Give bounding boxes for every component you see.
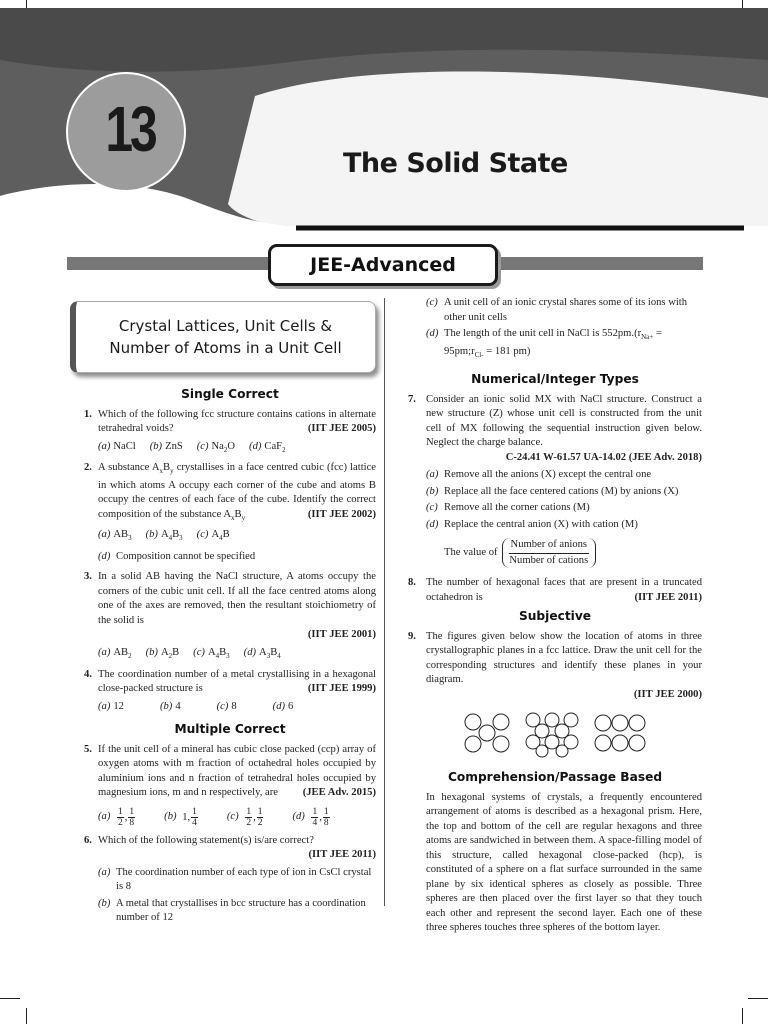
crop-mark: [742, 1008, 743, 1024]
question-1: [84, 408, 376, 437]
option-d: (d) 6: [272, 700, 294, 712]
column-divider: [384, 298, 385, 906]
option-c: (c) A unit cell of an ionic crystal shares some of its ions with other unit cells: [426, 297, 688, 323]
crop-mark: [748, 998, 768, 999]
lattice-plane-2-icon: [524, 712, 580, 758]
question-4-options: [84, 700, 376, 715]
option-b: (b) 1, $\frac{1}{4}$: [164, 806, 197, 828]
option-b: (b) A metal that crystallises in bcc structure has a coordination number of 12: [98, 897, 366, 924]
ratio-fraction: Number of anions Number of cations: [502, 538, 597, 568]
option-a: (a) $AB_3$: [98, 529, 132, 543]
passage-text: In hexagonal systems of crystals, a frequently encountered arrangement of atoms is described as a hexagonal prism. Here, the top and bottom of the cell are regular hexagons and three atoms are sandwiched in between them. A space-filling model of this structure, called hexagonal close-packed (hcp), is constituted of a sphere on a flat surface surrounded in the same plane by six identical spheres as closely as possible. Three spheres are then placed over the first layer so that they touch each other and represent the second layer. Each one of these three spheres touches three spheres of the bottom layer.: [426, 791, 702, 934]
option-a: (a) $\frac{1}{2}$ , $\frac{1}{8}$: [98, 806, 135, 828]
question-text: Which of the following statement(s) is/are correct?: [98, 834, 314, 846]
subhead-numerical: Numerical/Integer Types: [471, 372, 639, 387]
question-4: [84, 668, 376, 697]
topic-title-line2: Number of Atoms in a Unit Cell: [109, 339, 342, 357]
option-d: (d) The length of the unit cell in NaCl is $552pm.(r_{Na+}$ = $95pm;r_{Cl-} = 181$ pm): [426, 328, 662, 359]
option-b: (b) $A_4B_3$: [145, 529, 183, 543]
question-source: (IIT JEE 1999): [307, 683, 376, 695]
question-number: 5.: [84, 743, 92, 755]
question-number: 7.: [408, 393, 416, 405]
question-text: Which of the following fcc structure contains cations in alternate tetrahedral voids?: [98, 408, 376, 434]
chapter-number: 13: [105, 93, 155, 165]
question-3-options: [84, 646, 376, 664]
topic-box: [70, 301, 376, 373]
question-text: The number of hexagonal faces that are present in a truncated octahedron is: [426, 577, 702, 603]
option-a: (a) NaCl: [98, 440, 136, 452]
option-c: (c) $\frac{1}{2}$ , $\frac{1}{2}$: [226, 806, 263, 828]
question-1-options: [84, 440, 376, 458]
left-column: [84, 384, 376, 928]
chapter-title: The Solid State: [343, 148, 568, 179]
question-2: 2. A substance $A_xB_y$ crystallises in a face centred cubic (fcc) lattice in which atoms A occupy each corner of the cube and atoms B occupy the centres of each face of the cube. Identify the correct composition of the substance $A_xB_y$ (IIT JEE 2002): [84, 461, 376, 525]
question-9: [408, 630, 702, 703]
lattice-plane-3-icon: [594, 712, 646, 754]
question-7: [408, 393, 702, 466]
lattice-plane-1-icon: [464, 712, 510, 754]
option-b: (b) Replace all the face centered cations (M) by anions (X): [426, 485, 679, 497]
lattice-planes-figure: [408, 712, 702, 758]
question-6: [84, 834, 376, 863]
option-b: (b) $A_2B$: [145, 646, 180, 661]
question-3: [84, 570, 376, 643]
question-text: Consider an ionic solid MX with NaCl structure. Construct a new structure (Z) whose unit cell is constructed from the unit cell of MX following the sequential instruction given below. Neglect the charge balance.: [426, 393, 702, 449]
question-text: In a solid AB having the NaCl structure, A atoms occupy the corners of the cubic unit cell. If all the face centred atoms along one of the axes are removed, then the resultant stoichiometry of the solid is: [98, 571, 376, 626]
subhead-comprehension: Comprehension/Passage Based: [447, 770, 663, 785]
question-text: If the unit cell of a mineral has cubic close packed (ccp) array of oxygen atoms with m fraction of octahedral holes occupied by aluminium ions and n fraction of tetrahedral holes occupied by magnesium ions, m and n respectively, are: [98, 743, 376, 799]
option-d: (d) CaF$_2$: [249, 440, 286, 454]
subhead-single-correct: Single Correct: [181, 387, 279, 401]
option-a: (a) $AB_2$: [98, 646, 132, 661]
subhead-multiple-correct: Multiple Correct: [174, 722, 286, 737]
option-b: (b) ZnS: [149, 440, 183, 452]
option-d: (d) Composition cannot be specified: [98, 550, 256, 562]
question-number: 4.: [84, 668, 92, 680]
question-5: [84, 743, 376, 801]
question-text: The figures given below show the location of atoms in three crystallographic planes in a fcc lattice. Draw the unit cell for the corresponding structures and identify these planes in your diagram.: [426, 630, 702, 686]
subhead-subjective: Subjective: [518, 609, 592, 624]
question-number: 8.: [408, 577, 416, 589]
option-a: (a) Remove all the anions (X) except the central one: [426, 469, 652, 481]
option-c: (c) $A_4B$: [196, 529, 230, 543]
question-number: 6.: [84, 834, 92, 846]
topic-title-line1: Crystal Lattices, Unit Cells &: [118, 317, 333, 335]
option-c: (c) Remove all the corner cations (M): [426, 502, 590, 514]
option-c: (c) 8: [216, 700, 237, 712]
question-number: 2.: [84, 462, 92, 474]
option-a: (a) The coordination number of each type of ion in CsCl crystal is 8: [98, 866, 372, 893]
question-source: (IIT JEE 2005): [307, 423, 376, 434]
question-number: 3.: [84, 571, 92, 583]
option-b: (b) 4: [159, 700, 181, 712]
option-d: (d) $A_3B_4$: [243, 646, 281, 661]
question-5-options: [84, 807, 376, 828]
question-source: (IIT JEE 2011): [634, 591, 702, 603]
question-number: 9.: [408, 630, 416, 642]
option-c: (c) $A_4B_3$: [193, 646, 230, 661]
question-source: (JEE Adv. 2015): [302, 787, 376, 799]
option-a: (a) 12: [98, 700, 124, 712]
question-2-options: [84, 528, 376, 546]
option-c: (c) $Na_2O$: [196, 440, 236, 454]
section-title: JEE-Advanced: [310, 254, 456, 276]
question-source: (IIT JEE 2011): [308, 849, 376, 861]
question-source: (IIT JEE 2000): [633, 688, 702, 700]
question-text: crystallises in a face centred cubic (fcc) lattice in which atoms A occupy each corner of the cube and atoms B occupy the centres of each face of the cube. Identify the correct composition of the substance A: [98, 462, 376, 520]
crop-mark: [26, 1008, 27, 1024]
ratio-expression: The value of Number of anions Number of cations: [408, 538, 702, 568]
question-source: (IIT JEE 2002): [307, 508, 376, 520]
question-8: [408, 576, 702, 605]
question-source: (IIT JEE 2001): [307, 629, 376, 641]
option-d: (d) $\frac{1}{4}$ , $\frac{1}{8}$: [292, 806, 329, 828]
question-text: The coordination number of a metal crystallising in a hexagonal close-packed structure is: [98, 668, 376, 695]
crop-mark: [0, 998, 20, 999]
section-box: [268, 244, 498, 286]
question-number: 1.: [84, 408, 92, 420]
right-column: [408, 296, 702, 936]
question-source: C-24.41 W-61.57 UA-14.02 (JEE Adv. 2018): [505, 451, 702, 463]
option-d: (d) Replace the central anion (X) with cation (M): [426, 518, 638, 530]
